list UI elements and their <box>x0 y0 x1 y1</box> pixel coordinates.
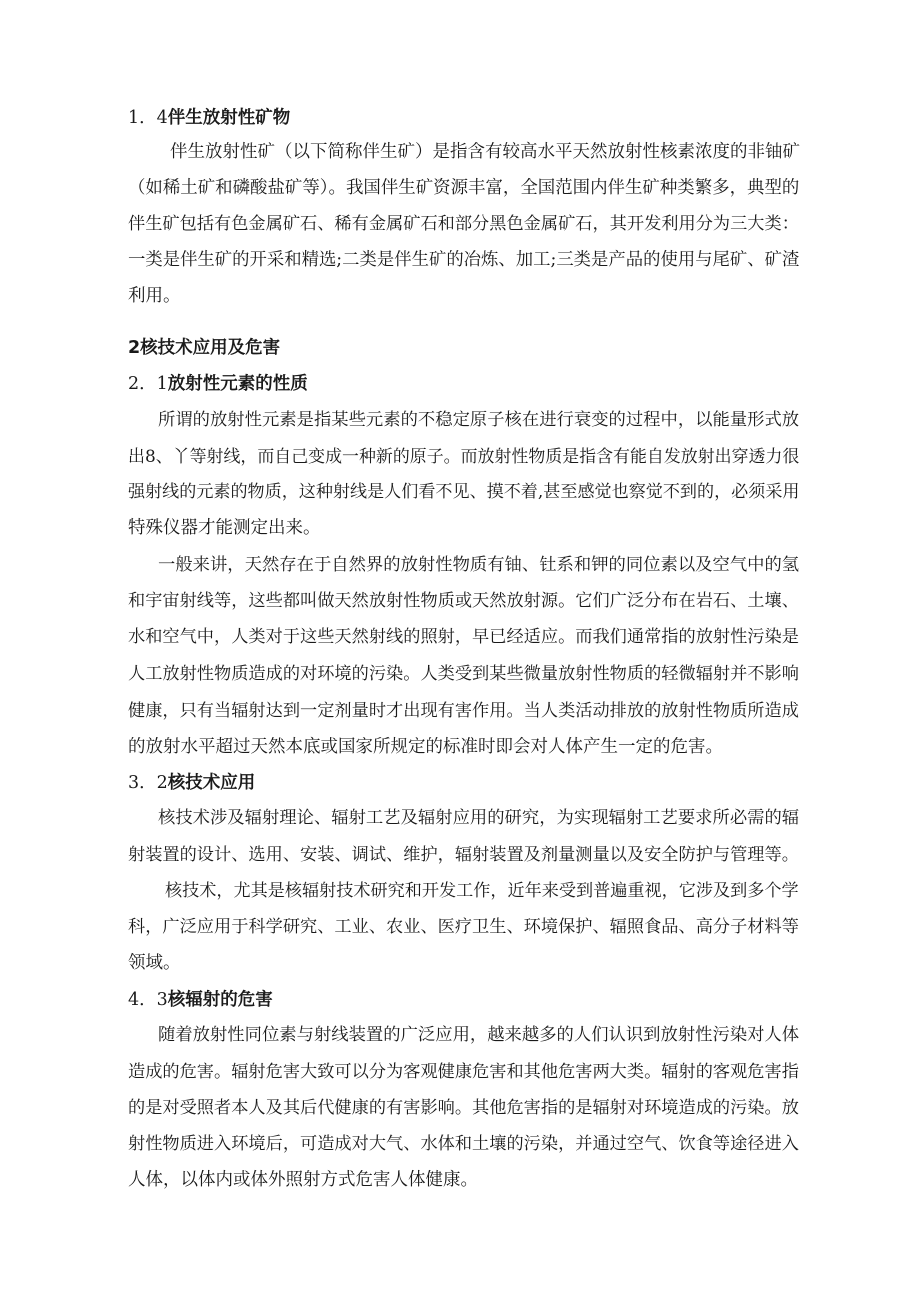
paragraph-line: 和宇宙射线等，这些都叫做天然放射性物质或天然放射源。它们广泛分布在岩石、土壤、 <box>128 591 799 611</box>
paragraph-line: 射性物质进入环境后，可造成对大气、水体和土壤的污染，并通过空气、饮食等途径进入 <box>128 1134 799 1154</box>
section-number: 4．3 <box>128 990 168 1010</box>
section-number: 1．4 <box>128 108 168 128</box>
paragraph-line: 核技术，尤其是核辐射技术研究和开发工作，近年来受到普遍重视，它涉及到多个学 <box>165 881 799 901</box>
paragraph-line: 科，广泛应用于科学研究、工业、农业、医疗卫生、环境保护、辐照食品、高分子材料等 <box>128 917 799 937</box>
paragraph-line: 伴生矿包括有色金属矿石、稀有金属矿石和部分黑色金属矿石，其开发利用分为三大类： <box>128 214 799 234</box>
section-title: 伴生放射性矿物 <box>167 108 291 128</box>
paragraph-line: 出8、丫等射线，而自己变成一种新的原子。而放射性物质是指含有能自发放射出穿透力很 <box>128 446 800 466</box>
paragraph-line: 水和空气中，人类对于这些天然射线的照射，早已经适应。而我们通常指的放射性污染是 <box>128 627 799 647</box>
section-number: 2．1 <box>128 374 168 394</box>
paragraph-line: 领域。 <box>128 953 181 973</box>
section-title: 核辐射的危害 <box>167 990 273 1010</box>
paragraph-line: （如稀土矿和磷酸盐矿等）。我国伴生矿资源丰富，全国范围内伴生矿种类繁多，典型的 <box>128 178 800 198</box>
paragraph-line: 所谓的放射性元素是指某些元素的不稳定原子核在进行衰变的过程中，以能量形式放 <box>158 410 800 430</box>
paragraph-line: 伴生放射性矿（以下简称伴生矿）是指含有较高水平天然放射性核素浓度的非铀矿 <box>170 142 800 162</box>
section-number: 3．2 <box>128 773 168 793</box>
paragraph-line: 强射线的元素的物质，这种射线是人们看不见、摸不着,甚至感觉也察觉不到的，必须采用 <box>128 482 800 502</box>
paragraph-line: 的放射水平超过天然本底或国家所规定的标准时即会对人体产生一定的危害。 <box>128 737 723 757</box>
paragraph-line: 人体，以体内或体外照射方式危害人体健康。 <box>128 1170 478 1190</box>
section-heading-1-4 <box>128 110 290 128</box>
section-heading-2-1 <box>128 376 308 394</box>
paragraph-line: 特殊仪器才能测定出来。 <box>128 518 321 538</box>
paragraph-line: 射装置的设计、选用、安装、调试、维护，辐射装置及剂量测量以及安全防护与管理等。 <box>128 845 799 865</box>
paragraph-line: 的是对受照者本人及其后代健康的有害影响。其他危害指的是辐射对环境造成的污染。放 <box>128 1098 799 1118</box>
chapter-heading-2: 2核技术应用及危害 <box>128 338 281 358</box>
paragraph-line: 人工放射性物质造成的对环境的污染。人类受到某些微量放射性物质的轻微辐射并不影响 <box>128 664 799 684</box>
paragraph-line: 一类是伴生矿的开采和精选;二类是伴生矿的冶炼、加工;三类是产品的使用与尾矿、矿渣 <box>128 250 800 270</box>
paragraph-line: 利用。 <box>128 286 181 306</box>
section-title: 核技术应用 <box>167 773 256 793</box>
paragraph-line: 随着放射性同位素与射线装置的广泛应用，越来越多的人们认识到放射性污染对人体 <box>158 1025 800 1045</box>
paragraph-line: 造成的危害。辐射危害大致可以分为客观健康危害和其他危害两大类。辐射的客观危害指 <box>128 1062 799 1082</box>
paragraph-line: 核技术涉及辐射理论、辐射工艺及辐射应用的研究，为实现辐射工艺要求所必需的辐 <box>158 808 800 828</box>
paragraph-line: 一般来讲，天然存在于自然界的放射性物质有铀、钍系和钾的同位素以及空气中的氢 <box>158 555 800 575</box>
section-heading-4-3 <box>128 992 273 1010</box>
section-heading-3-2 <box>128 775 255 793</box>
paragraph-line: 健康，只有当辐射达到一定剂量时才出现有害作用。当人类活动排放的放射性物质所造成 <box>128 701 799 721</box>
section-title: 放射性元素的性质 <box>167 374 308 394</box>
